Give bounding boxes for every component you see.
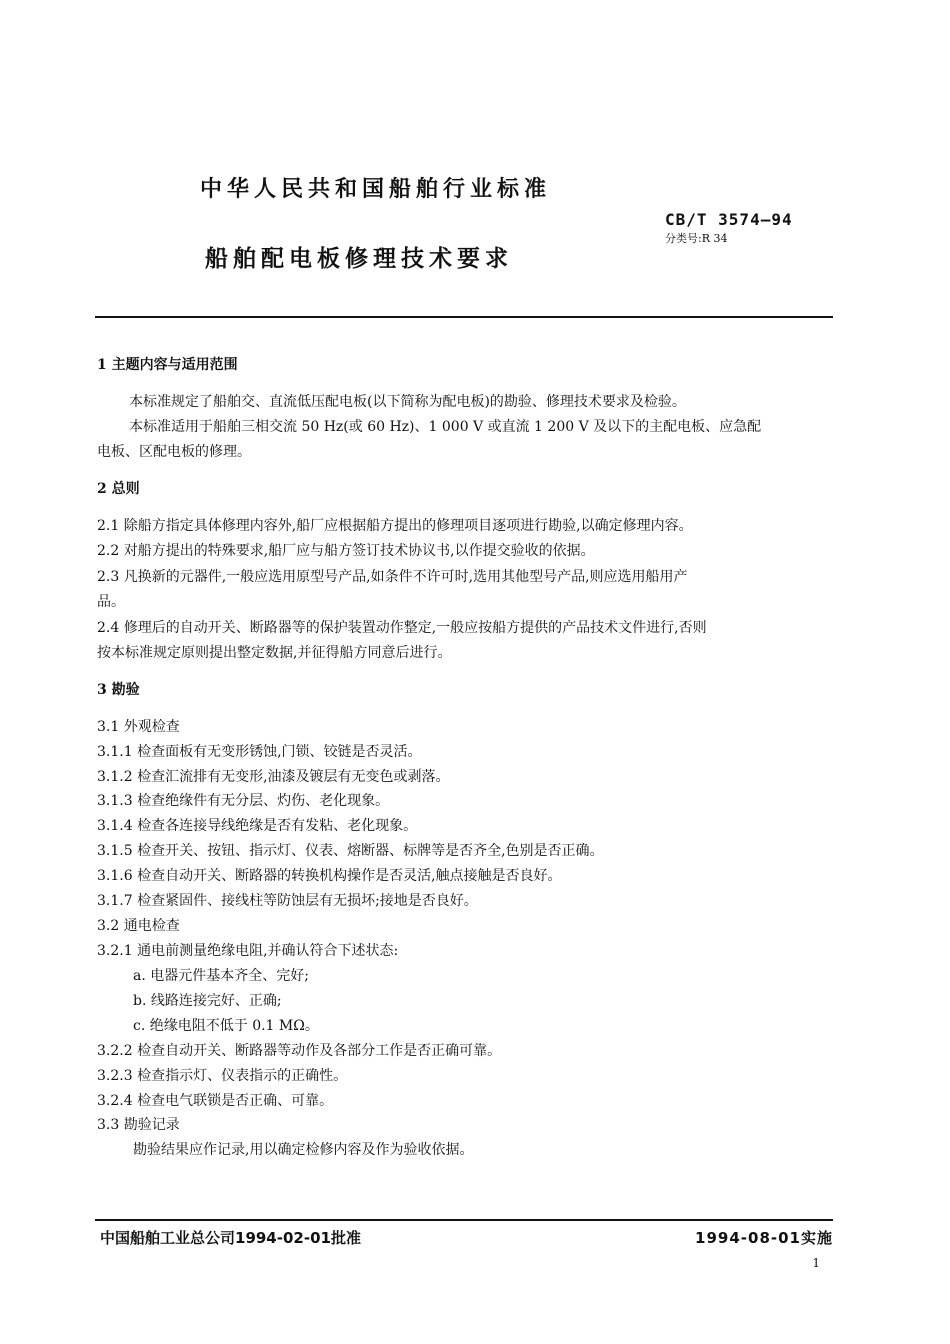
list-item-a: a. 电器元件基本齐全、完好; bbox=[133, 968, 309, 984]
section-1-heading: 1 主题内容与适用范围 bbox=[97, 357, 238, 373]
implementation-date: 1994-08-01实施 bbox=[695, 1229, 833, 1247]
list-item-c: c. 绝缘电阻不低于 0.1 MΩ。 bbox=[133, 1018, 319, 1034]
clause-3-2: 3.2 通电检查 bbox=[97, 918, 180, 934]
section-2-heading: 2 总则 bbox=[97, 481, 140, 497]
clause-3-2-3: 3.2.3 检查指示灯、仪表指示的正确性。 bbox=[97, 1068, 348, 1084]
standard-code: CB/T 3574—94 bbox=[665, 210, 793, 229]
clause-2-3: 2.3 凡换新的元器件,一般应选用原型号产品,如条件不许可时,选用其他型号产品,则应选用船用产 bbox=[97, 569, 688, 585]
clause-2-4-cont: 按本标准规定原则提出整定数据,并征得船方同意后进行。 bbox=[97, 645, 452, 661]
clause-2-3-cont: 品。 bbox=[97, 594, 125, 610]
clause-3-1-2: 3.1.2 检查汇流排有无变形,油漆及镀层有无变色或剥落。 bbox=[97, 769, 450, 785]
clause-3-1-6: 3.1.6 检查自动开关、断路器的转换机构操作是否灵活,触点接触是否良好。 bbox=[97, 868, 562, 884]
clause-3-1-7: 3.1.7 检查紧固件、接线柱等防蚀层有无损坏;接地是否良好。 bbox=[97, 893, 478, 909]
classification-code: 分类号:R 34 bbox=[665, 232, 728, 245]
list-item-b: b. 线路连接完好、正确; bbox=[133, 993, 282, 1009]
header-divider bbox=[95, 316, 833, 318]
clause-3-2-4: 3.2.4 检查电气联锁是否正确、可靠。 bbox=[97, 1093, 334, 1109]
clause-3-1-4: 3.1.4 检查各连接导线绝缘是否有发粘、老化现象。 bbox=[97, 818, 418, 834]
clause-2-4: 2.4 修理后的自动开关、断路器等的保护装置动作整定,一般应按船方提供的产品技术文件进行,否则 bbox=[97, 620, 707, 636]
section-1-paragraph: 电板、区配电板的修理。 bbox=[97, 444, 251, 460]
clause-3-3: 3.3 勘验记录 bbox=[97, 1117, 180, 1133]
clause-2-2: 2.2 对船方提出的特殊要求,船厂应与船方签订技术协议书,以作提交验收的依据。 bbox=[97, 543, 595, 559]
document-title: 船舶配电板修理技术要求 bbox=[205, 246, 513, 272]
page-number: 1 bbox=[812, 1256, 820, 1270]
clause-3-1: 3.1 外观检查 bbox=[97, 719, 180, 735]
footer-divider bbox=[95, 1219, 833, 1221]
section-1-paragraph: 本标准适用于船舶三相交流 50 Hz(或 60 Hz)、1 000 V 或直流 1 200 V 及以下的主配电板、应急配 bbox=[129, 419, 762, 435]
clause-3-1-1: 3.1.1 检查面板有无变形锈蚀,门锁、铰链是否灵活。 bbox=[97, 744, 422, 760]
section-1-paragraph: 本标准规定了船舶交、直流低压配电板(以下简称为配电板)的勘验、修理技术要求及检验。 bbox=[129, 394, 686, 410]
issuing-authority: 中华人民共和国船舶行业标准 bbox=[200, 177, 552, 202]
clause-3-1-5: 3.1.5 检查开关、按钮、指示灯、仪表、熔断器、标牌等是否齐全,色别是否正确。 bbox=[97, 843, 604, 859]
clause-3-1-3: 3.1.3 检查绝缘件有无分层、灼伤、老化现象。 bbox=[97, 793, 390, 809]
clause-3-2-1: 3.2.1 通电前测量绝缘电阻,并确认符合下述状态: bbox=[97, 943, 399, 959]
approval-line: 中国船舶工业总公司1994-02-01批准 bbox=[100, 1229, 361, 1247]
clause-3-2-2: 3.2.2 检查自动开关、断路器等动作及各部分工作是否正确可靠。 bbox=[97, 1043, 502, 1059]
section-3-heading: 3 勘验 bbox=[97, 682, 140, 698]
clause-2-1: 2.1 除船方指定具体修理内容外,船厂应根据船方提出的修理项目逐项进行勘验,以确定修理内容。 bbox=[97, 518, 693, 534]
clause-3-3-paragraph: 勘验结果应作记录,用以确定检修内容及作为验收依据。 bbox=[133, 1142, 474, 1158]
